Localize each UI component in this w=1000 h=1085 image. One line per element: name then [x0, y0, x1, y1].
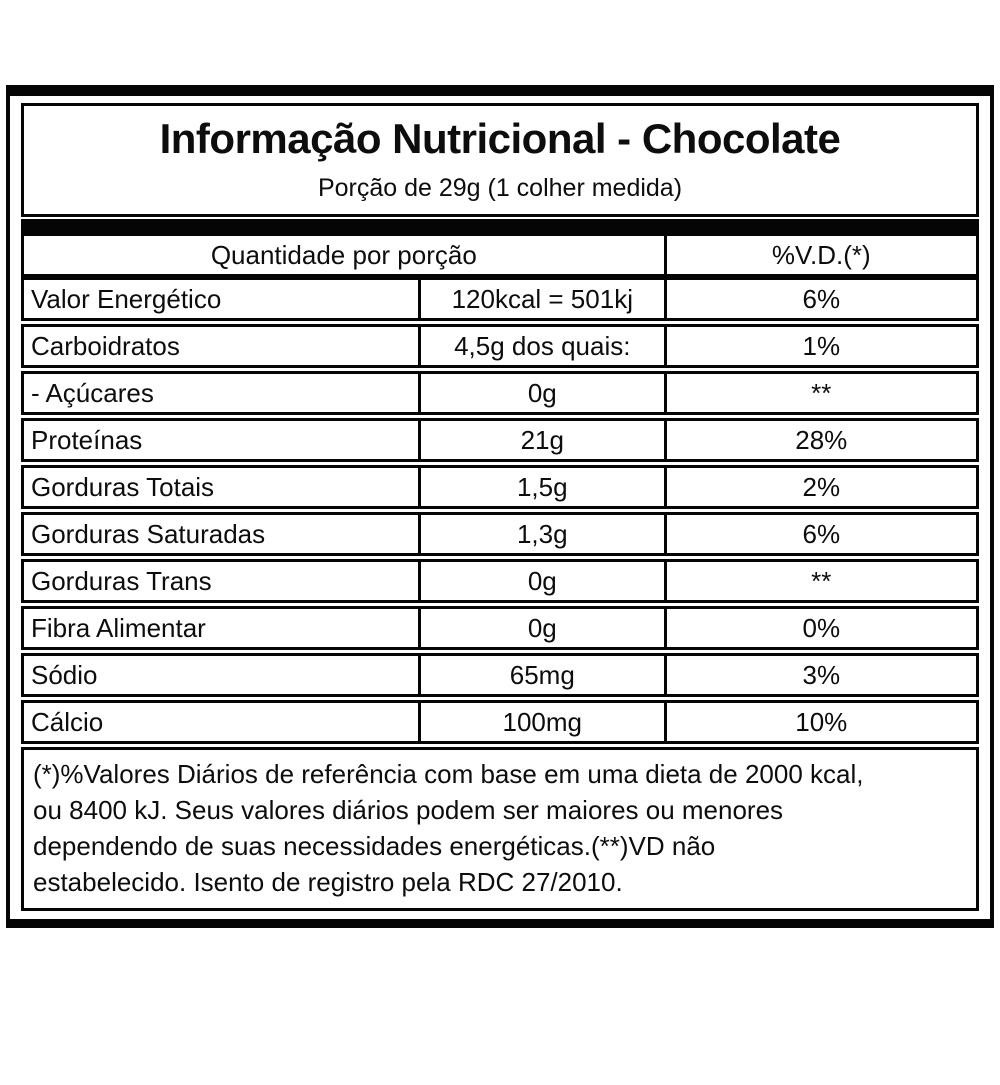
nutrient-name: Fibra Alimentar — [24, 609, 421, 647]
nutrient-amount: 0g — [421, 374, 667, 412]
footnote-line: dependendo de suas necessidades energéticas.(**)VD não — [33, 831, 716, 861]
nutrient-amount: 1,5g — [421, 468, 667, 506]
nutrient-dv: 6% — [802, 518, 841, 549]
nutrient-name: Gorduras Trans — [24, 562, 421, 600]
nutrient-dv: ** — [811, 565, 832, 596]
nutrient-dv: 10% — [795, 706, 848, 737]
nutrient-name: Valor Energético — [24, 280, 421, 318]
nutrient-amount: 1,3g — [421, 515, 667, 553]
nutrient-row — [21, 559, 979, 603]
table-header-row — [21, 233, 979, 277]
nutrient-row — [21, 700, 979, 744]
nutrient-row — [21, 465, 979, 509]
label-title: Informação Nutricional - Chocolate — [159, 115, 841, 162]
label-header — [21, 103, 979, 217]
nutrient-name: Cálcio — [24, 703, 421, 741]
nutrition-label — [6, 85, 994, 928]
nutrient-amount: 65mg — [421, 656, 667, 694]
nutrient-row — [21, 277, 979, 321]
nutrient-name: Gorduras Saturadas — [24, 515, 421, 553]
nutrient-row — [21, 371, 979, 415]
header-divider-bar — [21, 219, 979, 233]
nutrient-dv: 0% — [802, 612, 841, 643]
footnote-line: estabelecido. Isento de registro pela RDC 27/2010. — [33, 867, 623, 897]
serving-size: Porção de 29g (1 colher medida) — [317, 174, 683, 202]
nutrient-dv: 1% — [802, 330, 841, 361]
column-header-dv: %V.D.(*) — [771, 239, 871, 270]
nutrient-name: Proteínas — [24, 421, 421, 459]
column-header-quantity: Quantidade por porção — [24, 236, 667, 274]
nutrient-row — [21, 512, 979, 556]
nutrient-rows — [21, 277, 979, 744]
nutrient-row — [21, 606, 979, 650]
nutrient-row — [21, 324, 979, 368]
nutrient-row — [21, 653, 979, 697]
nutrient-name: Gorduras Totais — [24, 468, 421, 506]
nutrient-dv: 28% — [795, 424, 848, 455]
nutrient-name: - Açúcares — [24, 374, 421, 412]
nutrient-dv: 6% — [802, 283, 841, 314]
nutrient-amount: 120kcal = 501kj — [421, 280, 667, 318]
footnote-line: ou 8400 kJ. Seus valores diários podem ser maiores ou menores — [33, 795, 784, 825]
nutrient-row — [21, 418, 979, 462]
nutrient-amount: 21g — [421, 421, 667, 459]
nutrient-name: Sódio — [24, 656, 421, 694]
nutrient-amount: 0g — [421, 562, 667, 600]
nutrient-name: Carboidratos — [24, 327, 421, 365]
nutrient-dv: ** — [811, 377, 832, 408]
nutrient-dv: 3% — [802, 659, 841, 690]
footnote-line: (*)%Valores Diários de referência com base em uma dieta de 2000 kcal, — [33, 759, 864, 789]
nutrient-dv: 2% — [802, 471, 841, 502]
nutrition-table — [21, 233, 979, 744]
footnote — [21, 747, 979, 911]
nutrient-amount: 0g — [421, 609, 667, 647]
nutrient-amount: 4,5g dos quais: — [421, 327, 667, 365]
nutrient-amount: 100mg — [421, 703, 667, 741]
